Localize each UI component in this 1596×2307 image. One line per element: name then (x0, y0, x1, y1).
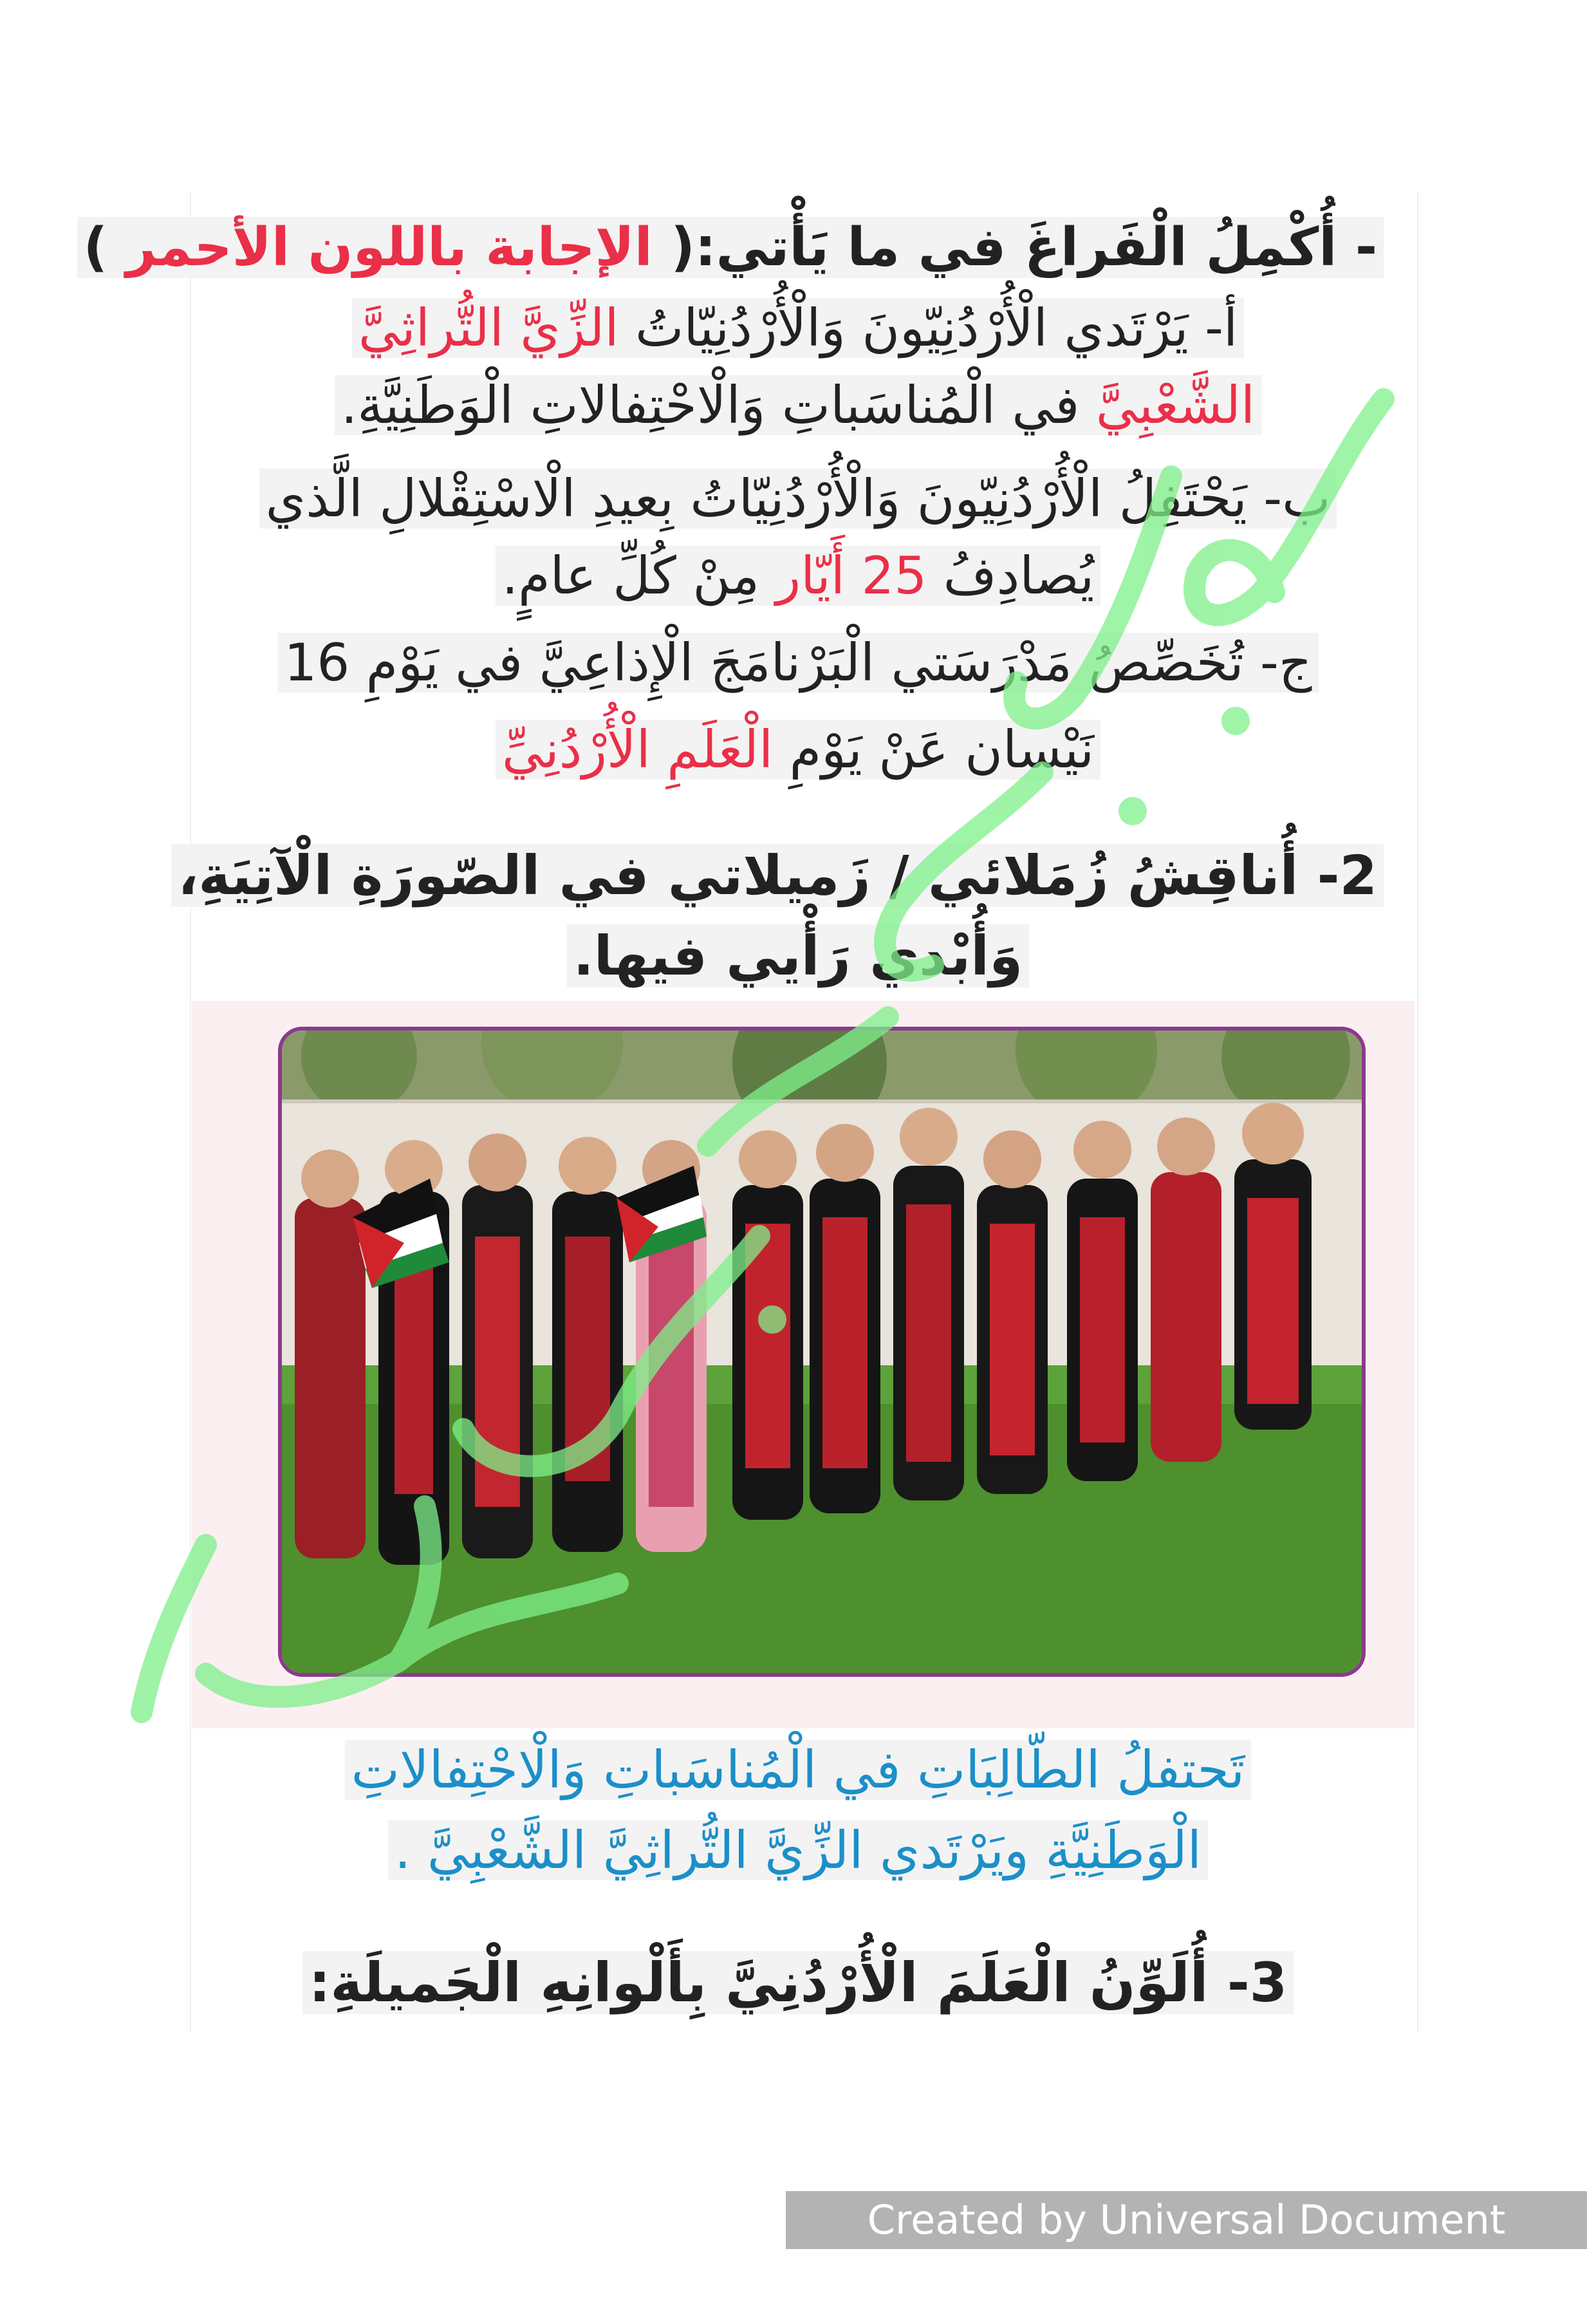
q3-heading-text: 3- أُلَوِّنُ الْعَلَمَ الْأُرْدُنِيَّ بِأَلْوانِهِ الْجَميلَةِ: (302, 1951, 1294, 2014)
q1-item-b-text-2a: يُصادِفُ (943, 546, 1095, 606)
q1-item-a-answer: الزِّيَّ التُّراثِيَّ (358, 298, 619, 358)
q1-item-a-line2 (212, 370, 1384, 441)
q1-item-c-line2 (212, 715, 1384, 785)
q1-item-c-text: ج- تُخَصِّصُ مَدْرَسَتي الْبَرْنامَجَ الْإِذاعِيَّ في يَوْمِ 16 (277, 633, 1318, 693)
q1-item-c-line1 (206, 628, 1390, 698)
q1-item-b-text: ب- يَحْتَفِلُ الْأُرْدُنِيّونَ وَالْأُرْدُنِيّاتُ بِعيدِ الْاسْتِقْلالِ الَّذي (259, 469, 1337, 528)
children-traditional-dress-photo (278, 1027, 1366, 1677)
q1-heading-close: ) (83, 217, 108, 278)
q1-item-b-text-2b: مِنْ كُلِّ عامٍ. (501, 546, 760, 606)
q3-heading (212, 1947, 1384, 2018)
q1-heading (83, 212, 1384, 283)
q1-item-b-answer: 25 أَيّار (775, 546, 927, 606)
q2-answer-line2 (212, 1815, 1384, 1886)
q1-item-b-line1 (200, 463, 1396, 534)
q1-item-c-answer: الْعَلَمِ الْأُرْدُنِيِّ (501, 720, 774, 780)
q1-item-c-text-2: نَيْسان عَنْ يَوْمِ (789, 720, 1095, 780)
q1-heading-note: الإجابة باللون الأحمر (125, 217, 653, 278)
photo-illustration (282, 1031, 1362, 1673)
q2-heading-line2 (212, 920, 1384, 991)
q1-heading-text: - أُكْمِلُ الْفَراغَ في ما يَأْتي:( (671, 217, 1377, 278)
q2-answer-line1 (212, 1735, 1384, 1806)
q2-heading-line1 (178, 840, 1384, 911)
q2-heading-text-1: 2- أُناقِشُ زُمَلائي / زَميلاتي في الصّورَةِ الْآتِيَةِ، (171, 844, 1384, 907)
q2-answer-text-2: الْوَطَنِيَّةِ ويَرْتَدي الزِّيَّ التُّراثِيَّ الشَّعْبِيَّ . (388, 1820, 1208, 1880)
q1-item-a-text-2: في الْمُناسَباتِ وَالْاحْتِفالاتِ الْوَطَنِيَّةِ. (340, 375, 1080, 435)
converter-footer-stamp: Created by Universal Document Converter (786, 2191, 1587, 2249)
q2-answer-text-1: تَحتفلُ الطّالِبَاتِ في الْمُناسَباتِ وَالْاحْتِفالاتِ (345, 1740, 1252, 1800)
q1-item-a-line1 (212, 293, 1384, 364)
q1-item-b-line2 (212, 541, 1384, 612)
q1-item-a-text: أ- يَرْتَدي الْأُرْدُنِيّونَ وَالْأُرْدُنِيّاتُ (635, 298, 1238, 358)
q2-heading-text-2: وَأُبْدي رَأْيي فيها. (567, 924, 1029, 987)
q1-item-a-answer-2: الشَّعْبِيَّ (1095, 375, 1256, 435)
